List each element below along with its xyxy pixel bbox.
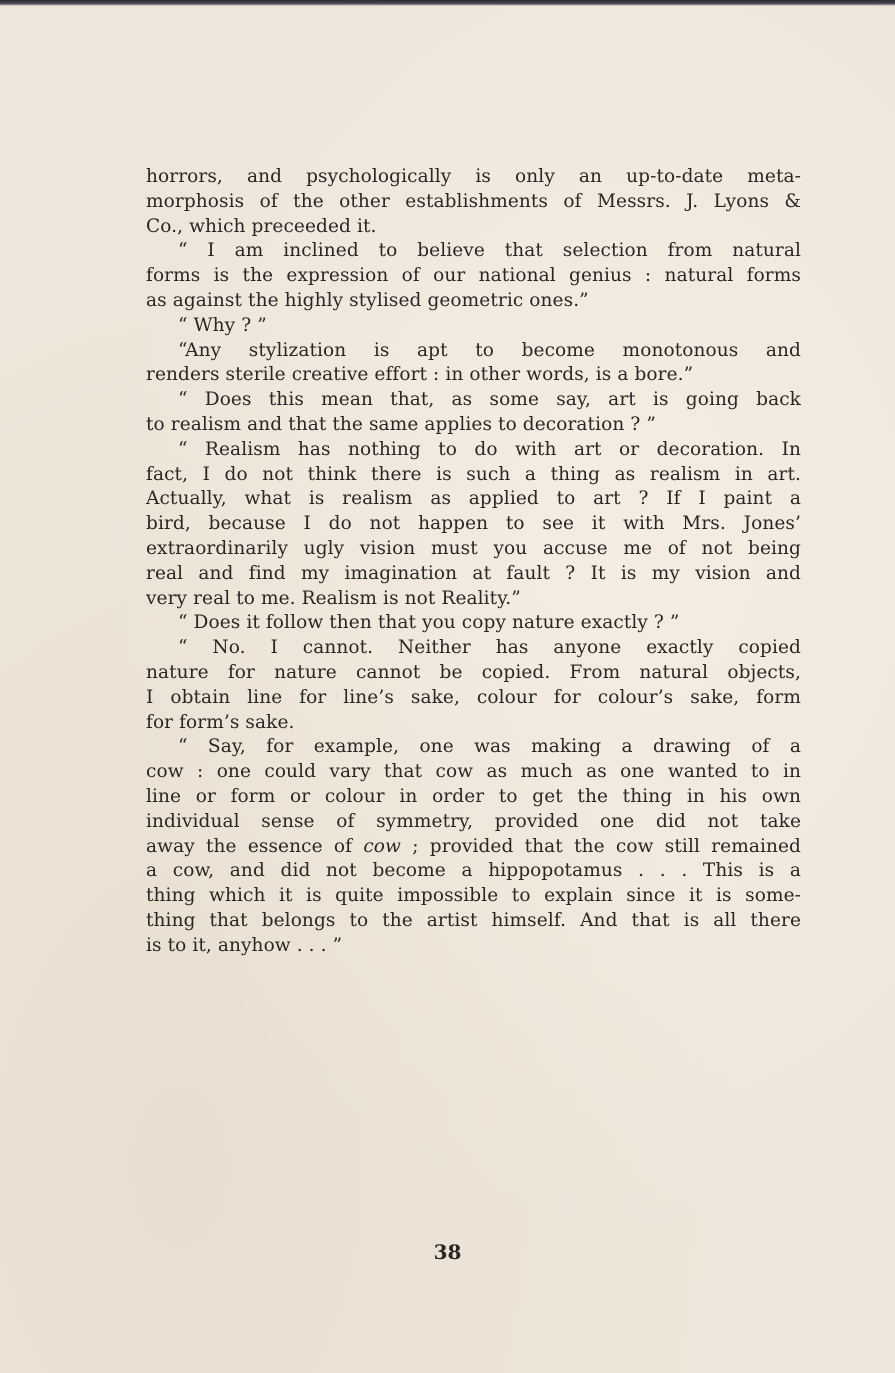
text-line: bird, because I do not happen to see it with Mrs. Jones’ — [146, 513, 801, 535]
text-line: is to it, anyhow . . . ” — [146, 934, 343, 956]
text-segment: away the essence of — [146, 835, 364, 857]
text-line: “ No. I cannot. Neither has anyone exactly copied — [178, 637, 801, 659]
text-line: horrors, and psychologically is only an up-to-date meta- — [146, 166, 801, 187]
text-segment: ; provided that the cow still remained — [400, 835, 802, 857]
text-line: a cow, and did not become a hippopotamus . . . This is a — [146, 860, 801, 882]
text-line: very real to me. Realism is not Reality.” — [146, 587, 521, 609]
text-line: Actually, what is realism as applied to art ? If I paint a — [146, 488, 801, 510]
text-line: fact, I do not think there is such a thing as realism in art. — [146, 463, 801, 485]
text-line: “ Does it follow then that you copy nature exactly ? ” — [178, 612, 680, 634]
body-text — [146, 165, 801, 959]
text-line: real and find my imagination at fault ? It is my vision and — [146, 562, 801, 584]
text-line: renders sterile creative effort : in other words, is a bore.” — [146, 364, 694, 386]
text-line: “ Does this mean that, as some say, art is going back — [178, 389, 801, 411]
text-line — [146, 835, 801, 860]
text-line: line or form or colour in order to get the thing in his own — [146, 785, 801, 807]
text-line: Co., which preceeded it. — [146, 215, 377, 237]
text-line: forms is the expression of our national genius : natural forms — [146, 265, 801, 287]
text-line: extraordinarily ugly vision must you accuse me of not being — [146, 537, 801, 559]
text-line: “ Why ? ” — [178, 314, 267, 336]
text-line: I obtain line for line’s sake, colour for colour’s sake, form — [146, 686, 801, 708]
text-line: as against the highly stylised geometric ones.” — [146, 289, 589, 311]
text-line: morphosis of the other establishments of Messrs. J. Lyons & — [146, 190, 801, 212]
page-top-edge — [0, 0, 895, 6]
page-number: 38 — [433, 1240, 462, 1264]
text-line: nature for nature cannot be copied. From natural objects, — [146, 661, 801, 683]
text-line: cow : one could vary that cow as much as one wanted to in — [146, 761, 801, 783]
text-line: “ I am inclined to believe that selection from natural — [178, 240, 801, 262]
text-line: for form’s sake. — [146, 711, 295, 733]
italic-word: cow — [363, 835, 401, 857]
text-line: individual sense of symmetry, provided one did not take — [146, 810, 801, 832]
text-line: thing that belongs to the artist himself. And that is all there — [146, 909, 801, 931]
text-line: thing which it is quite impossible to explain since it is some- — [146, 885, 801, 907]
text-line: “ Say, for example, one was making a drawing of a — [178, 736, 801, 758]
text-line: to realism and that the same applies to decoration ? ” — [146, 413, 656, 435]
text-line: “ Realism has nothing to do with art or decoration. In — [178, 438, 801, 460]
text-line: “Any stylization is apt to become monotonous and — [178, 339, 801, 361]
